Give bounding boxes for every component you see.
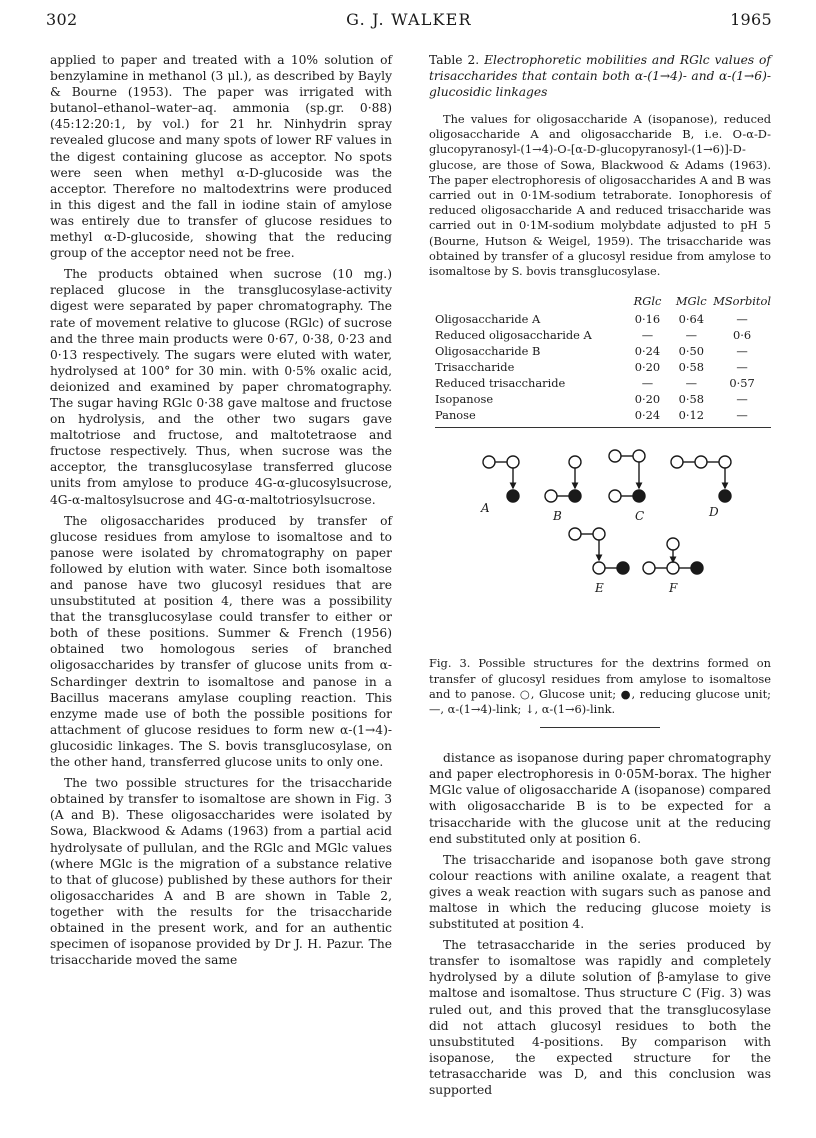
row-mglc: — bbox=[685, 376, 697, 391]
glucose-unit-icon bbox=[483, 456, 495, 468]
label-e: E bbox=[595, 581, 604, 596]
row-name: Trisaccharide bbox=[435, 360, 515, 375]
label-f: F bbox=[669, 581, 678, 596]
figure-3-diagram bbox=[469, 448, 769, 618]
table2-bottom-rule bbox=[435, 427, 771, 428]
left-paragraph-4: The two possible structures for the trisaccharide obtained by transfer to isomaltose are shown in Fig. 3 (A and B). These oligosaccharides were isolated by Sowa, Blackwood & Adams (1963) from a partial acid hydrolysate of pullulan, and the RGlc and MGlc values (where MGlc is the migration of a substance relative to that of glucose) published by these authors for their oligosaccharides A and B are shown in Table 2, together with the results for the trisaccharide obtained in the present work, and for an authentic specimen of isopanose provided by Dr J. H. Pazur. The trisaccharide moved the same bbox=[50, 776, 392, 968]
glucose-unit-icon bbox=[593, 528, 605, 540]
row-name: Reduced trisaccharide bbox=[435, 376, 566, 391]
row-rglc: 0·16 bbox=[634, 312, 661, 327]
table-row bbox=[435, 311, 771, 327]
reducing-unit-icon bbox=[719, 490, 731, 502]
row-msorbitol: 0·57 bbox=[729, 376, 755, 391]
left-column bbox=[50, 52, 392, 968]
right-column bbox=[429, 52, 771, 1098]
label-a: A bbox=[481, 501, 490, 516]
row-name: Oligosaccharide B bbox=[435, 344, 541, 359]
glucose-unit-icon bbox=[643, 562, 655, 574]
table-row bbox=[435, 359, 771, 375]
row-msorbitol: — bbox=[736, 360, 748, 375]
running-year: 1965 bbox=[730, 10, 772, 29]
glucose-unit-icon bbox=[545, 490, 557, 502]
reducing-unit-icon bbox=[507, 490, 519, 502]
row-msorbitol: — bbox=[736, 344, 748, 359]
table-row bbox=[435, 343, 771, 359]
row-rglc: — bbox=[641, 328, 654, 343]
structure-d bbox=[671, 456, 731, 519]
glucose-unit-icon bbox=[695, 456, 707, 468]
structure-b bbox=[545, 456, 581, 523]
row-mglc: 0·58 bbox=[678, 392, 704, 407]
label-b: B bbox=[553, 509, 562, 524]
table2 bbox=[435, 293, 771, 423]
glucose-unit-icon bbox=[667, 562, 679, 574]
table-row bbox=[435, 391, 771, 407]
right-paragraph-3: The tetrasaccharide in the series produced by transfer to isomaltose was rapidly and completely hydrolysed by a dilute solution of β-amylase to give maltose and isomaltose. Thus structure C (Fig. 3) was ruled out, and this proved that the transglucosylase did not attach glucosyl residues to both the unsubstituted 4-positions. By comparison with isopanose, the expected structure for the tetrasaccharide was D, and this conclusion was supported bbox=[429, 938, 771, 1098]
reducing-unit-icon bbox=[633, 490, 645, 502]
glucose-unit-icon bbox=[569, 528, 581, 540]
structure-c bbox=[609, 450, 645, 523]
figure-3 bbox=[429, 448, 771, 648]
row-msorbitol: 0·6 bbox=[733, 328, 752, 343]
table2-note: The values for oligosaccharide A (isopanose), reduced oligosaccharide A and oligosaccharide B, i.e. O-α-D-glucopyranosyl-(1→4)-O-[α-D-glucopyranosyl-(1→6)]-D-glucose, are those of Sowa, Blackwood & Adams (1963). The paper electrophoresis of oligosaccharides A and B was carried out in 0·1M-sodium tetraborate. Ionophoresis of reduced oligosaccharide A and reduced trisaccharide was carried out in 0·1M-sodium molybdate adjusted to pH 5 (Bourne, Hutson & Weigel, 1959). The trisaccharide was obtained by transfer of a glucosyl residue from amylose to isomaltose by S. bovis transglucosylase. bbox=[429, 112, 771, 279]
glucose-unit-icon bbox=[569, 456, 581, 468]
label-c: C bbox=[635, 509, 645, 524]
left-paragraph-2: The products obtained when sucrose (10 mg.) replaced glucose in the transglucosylase-activity digest were separated by paper chromatography. The rate of movement relative to glucose (RGlc) of sucrose and the three main products were 0·67, 0·38, 0·23 and 0·13 respectively. The sugars were eluted with water, hydrolysed at 100° for 30 min. with 0·5% oxalic acid, deionized and examined by paper chromatography. The sugar having RGlc 0·38 gave maltose and fructose on hydrolysis, and the other two sugars gave maltotriose and fructose, and maltotetraose and fructose respectively. Thus, when sucrose was the acceptor, the transglucosylase transferred glucose units from amylose to produce 4G-α-glucosylsucrose, 4G-α-maltosylsucrose and 4G-α-maltotriosylsucrose. bbox=[50, 267, 392, 507]
row-mglc: 0·58 bbox=[678, 360, 704, 375]
reducing-unit-icon bbox=[569, 490, 581, 502]
row-name: Isopanose bbox=[435, 392, 494, 407]
row-name: Reduced oligosaccharide A bbox=[435, 328, 592, 343]
table-row bbox=[435, 407, 771, 423]
glucose-unit-icon bbox=[609, 490, 621, 502]
row-rglc: — bbox=[641, 376, 654, 391]
table2-caption-text: Electrophoretic mobilities and RGlc values of trisaccharides that contain both α-(1→4)- and α-(1→6)-glucosidic linkages bbox=[429, 53, 771, 99]
row-name: Oligosaccharide A bbox=[435, 312, 541, 327]
row-msorbitol: — bbox=[736, 392, 748, 407]
glucose-unit-icon bbox=[633, 450, 645, 462]
row-rglc: 0·24 bbox=[634, 344, 661, 359]
left-paragraph-1: applied to paper and treated with a 10% solution of benzylamine in methanol (3 μl.), as described by Bayly & Bourne (1953). The paper was irrigated with butanol–ethanol–water–aq. ammonia (sp.gr. 0·88) (45:12:20:1, by vol.) for 21 hr. Ninhydrin spray revealed glucose and many spots of lower RF values in the digest containing glucose as acceptor. No spots were seen when methyl α-D-glucoside was the acceptor. Therefore no maltodextrins were produced in this digest and the fall in iodine stain of amylose was entirely due to transfer of glucose residues to methyl α-D-glucoside, showing that the reducing group of the acceptor need not be free. bbox=[50, 53, 392, 261]
glucose-unit-icon bbox=[667, 538, 679, 550]
structure-f bbox=[643, 538, 703, 595]
label-d: D bbox=[709, 505, 719, 520]
figure-3-caption: Fig. 3. Possible structures for the dextrins formed on transfer of glucosyl residues from amylose to isomaltose and to panose. ○, Glucose unit; ●, reducing glucose unit; —, α-(1→4)-link; ↓, α-(1→6)-link. bbox=[429, 656, 771, 716]
row-mglc: — bbox=[685, 328, 697, 343]
page-number: 302 bbox=[46, 10, 78, 29]
row-mglc: 0·64 bbox=[678, 312, 704, 327]
row-rglc: 0·20 bbox=[634, 360, 661, 375]
table2-col-name bbox=[435, 293, 626, 311]
left-paragraph-3: The oligosaccharides produced by transfer of glucose residues from amylose to isomaltose and to panose were isolated by chromatography on paper followed by elution with water. Since both isomaltose and panose have two glucosyl residues that are unsubstituted at position 4, there was a possibility that the transglucosylase could transfer to either or both of these positions. Summer & French (1956) obtained two homologous series of branched oligosaccharides by transfer of glucose units from α-Schardinger dextrin to isomaltose and panose in a Bacillus macerans amylase coupling reaction. This enzyme made use of both the possible positions for attachment of glucose residues to form new α-(1→4)-glucosidic linkages. The S. bovis transglucosylase, on the other hand, transferred glucose units to only one. bbox=[50, 513, 392, 770]
row-rglc: 0·20 bbox=[634, 392, 661, 407]
glucose-unit-icon bbox=[671, 456, 683, 468]
glucose-unit-icon bbox=[507, 456, 519, 468]
table2-caption-label: Table 2. bbox=[429, 53, 480, 67]
table-row bbox=[435, 327, 771, 343]
structure-e bbox=[569, 528, 629, 595]
running-author: G. J. WALKER bbox=[346, 10, 472, 29]
reducing-unit-icon bbox=[617, 562, 629, 574]
table2-col-msorbitol: MSorbitol bbox=[713, 294, 771, 309]
running-header bbox=[46, 10, 772, 34]
row-mglc: 0·50 bbox=[678, 344, 704, 359]
reducing-unit-icon bbox=[691, 562, 703, 574]
row-rglc: 0·24 bbox=[634, 408, 661, 423]
structure-a bbox=[480, 456, 519, 515]
glucose-unit-icon bbox=[593, 562, 605, 574]
table-row bbox=[435, 375, 771, 391]
glucose-unit-icon bbox=[609, 450, 621, 462]
right-paragraph-1: distance as isopanose during paper chromatography and paper electrophoresis in 0·05M-borax. The higher MGlc value of oligosaccharide A (isopanose) compared with oligosaccharide B is to be expected for a trisaccharide with the glucose unit at the reducing end substituted only at position 6. bbox=[429, 751, 771, 846]
table2-col-rglc: RGlc bbox=[633, 294, 662, 309]
table2-col-mglc: MGlc bbox=[675, 294, 707, 309]
row-name: Panose bbox=[435, 408, 476, 423]
glucose-unit-icon bbox=[719, 456, 731, 468]
row-msorbitol: — bbox=[736, 408, 748, 423]
table2-caption bbox=[429, 52, 771, 100]
table2-header-row bbox=[435, 293, 771, 311]
section-divider bbox=[540, 727, 660, 728]
row-msorbitol: — bbox=[736, 312, 748, 327]
right-paragraph-2: The trisaccharide and isopanose both gave strong colour reactions with aniline oxalate, a reagent that gives a weak reaction with sugars such as panose and maltose in which the reducing glucose moiety is substituted at position 4. bbox=[429, 852, 771, 932]
row-mglc: 0·12 bbox=[678, 408, 704, 423]
